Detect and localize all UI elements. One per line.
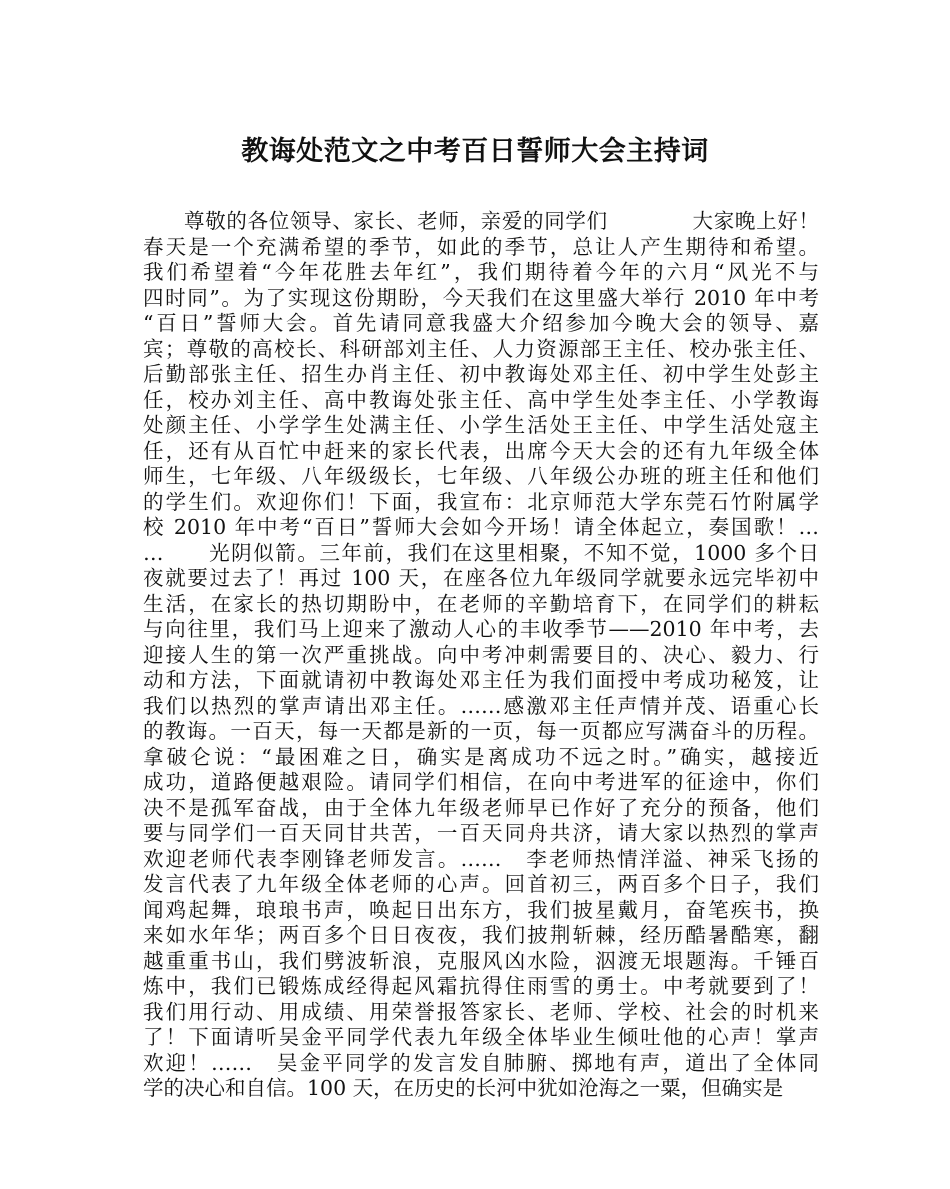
body-line: 要与同学们一百天同甘共苦，一百天同舟共济，请大家以热烈的掌声 (143, 821, 819, 845)
body-line: 夜就要过去了！再过 100 天，在座各位九年级同学就要永远完毕初中 (143, 566, 819, 590)
body-line: 拿破仑说：“最困难之日，确实是离成功不远之时。”确实，越接近 (143, 744, 819, 769)
body-line: 欢迎！…… 吴金平同学的发言发自肺腑、掷地有声，道出了全体同 (143, 1050, 819, 1075)
body-line: 来如水年华；两百多个日日夜夜，我们披荆斩棘，经历酷暑酷寒，翻 (143, 923, 819, 947)
body-line: 校 2010 年中考“百日”誓师大会如今开场！请全体起立，奏国歌！… (143, 515, 819, 539)
body-line: 了！下面请听吴金平同学代表九年级全体毕业生倾吐他的心声！掌声 (143, 1025, 819, 1049)
body-line: 的学生们。欢迎你们！下面，我宣布：北京师范大学东莞石竹附属学 (143, 489, 819, 514)
body-line: 的教诲。一百天，每一天都是新的一页，每一页都应写满奋斗的历程。 (143, 719, 819, 743)
body-line: 与向往里，我们马上迎来了激动人心的丰收季节——2010 年中考，去 (143, 617, 819, 641)
body-line: 宾；尊敬的高校长、科研部刘主任、人力资源部王主任、校办张主任、 (143, 336, 819, 361)
body-line: 动和方法，下面就请初中教诲处邓主任为我们面授中考成功秘笈，让 (143, 668, 819, 692)
body-line: 生活，在家长的热切期盼中，在老师的辛勤培育下，在同学们的耕耘 (143, 591, 819, 616)
document-body (143, 209, 819, 1102)
body-line: 春天是一个充满希望的季节，如此的季节，总让人产生期待和希望。 (143, 234, 819, 259)
body-line: 尊敬的各位领导、家长、老师，亲爱的同学们 大家晚上好！ (184, 209, 819, 233)
body-line: 我们希望着“今年花胜去年红”，我们期待着今年的六月“风光不与 (143, 260, 819, 284)
body-line: 闻鸡起舞，琅琅书声，唤起日出东方，我们披星戴月，奋笔疾书，换 (143, 897, 819, 922)
body-line: “百日”誓师大会。首先请同意我盛大介绍参加今晚大会的领导、嘉 (143, 311, 819, 335)
body-line: … 光阴似箭。三年前，我们在这里相聚，不知不觉，1000 多个日 (143, 540, 819, 565)
body-line: 四时同”。为了实现这份期盼，今天我们在这里盛大举行 2010 年中考 (143, 285, 819, 310)
body-line: 学的决心和自信。100 天，在历史的长河中犹如沧海之一粟，但确实是 (143, 1076, 784, 1100)
body-line: 越重重书山，我们劈波斩浪，克服风凶水险，泅渡无垠题海。千锤百 (143, 948, 819, 973)
body-line: 炼中，我们已锻炼成经得起风霜抗得住雨雪的勇士。中考就要到了！ (143, 974, 819, 998)
document-title: 教诲处范文之中考百日誓师大会主持词 (241, 136, 709, 167)
body-line: 任，还有从百忙中赶来的家长代表，出席今天大会的还有九年级全体 (143, 438, 819, 463)
body-line: 决不是孤军奋战，由于全体九年级老师早已作好了充分的预备，他们 (143, 795, 819, 820)
body-line: 我们用行动、用成绩、用荣誉报答家长、老师、学校、社会的时机来 (143, 999, 819, 1024)
body-line: 处颜主任、小学学生处满主任、小学生活处王主任、中学生活处寇主 (143, 413, 819, 437)
body-line: 任，校办刘主任、高中教诲处张主任、高中学生处李主任、小学教诲 (143, 387, 819, 412)
body-line: 欢迎老师代表李刚锋老师发言。…… 李老师热情洋溢、神采飞扬的 (143, 846, 819, 871)
body-line: 发言代表了九年级全体老师的心声。回首初三，两百多个日子，我们 (143, 872, 819, 896)
body-line: 后勤部张主任、招生办肖主任、初中教诲处邓主任、初中学生处彭主 (143, 362, 819, 386)
body-line: 成功，道路便越艰险。请同学们相信，在向中考进军的征途中，你们 (143, 770, 819, 794)
body-line: 师生，七年级、八年级级长，七年级、八年级公办班的班主任和他们 (143, 464, 819, 488)
body-line: 迎接人生的第一次严重挑战。向中考冲刺需要目的、决心、毅力、行 (143, 642, 819, 667)
body-line: 我们以热烈的掌声请出邓主任。……感激邓主任声情并茂、语重心长 (143, 693, 819, 718)
